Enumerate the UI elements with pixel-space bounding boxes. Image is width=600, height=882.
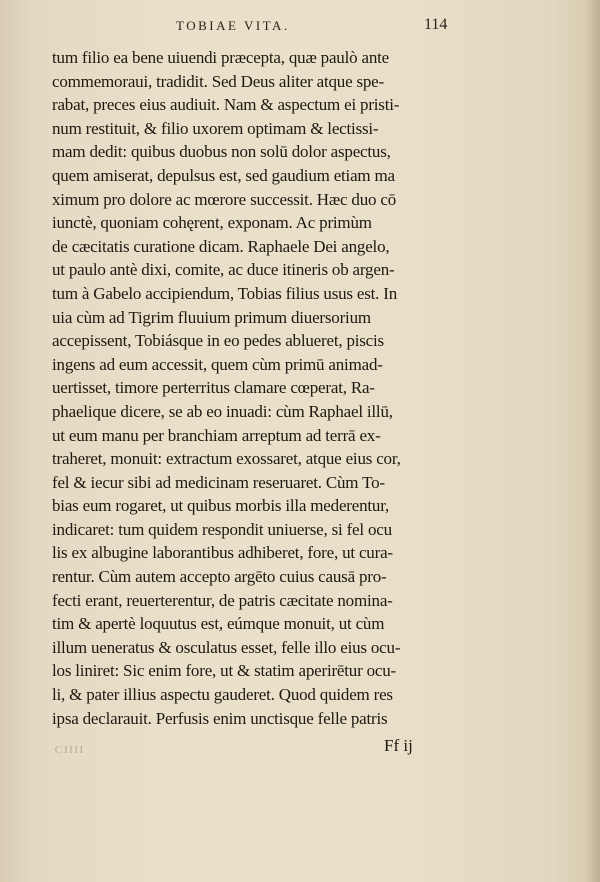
text-line: fel & iecur sibi ad medicinam reseruaret. Cùm To- <box>52 472 385 492</box>
text-line: ingens ad eum accessit, quem cùm primū animad- <box>52 354 383 374</box>
text-line: num restituit, & filio uxorem optimam & lectissi- <box>52 118 379 138</box>
body-text <box>52 46 460 730</box>
text-line: lis ex albugine laborantibus adhiberet, fore, ut cura- <box>52 543 393 563</box>
text-line: de cæcitatis curatione dicam. Raphaele Dei angelo, <box>52 236 390 256</box>
text-line: los liniret: Sic enim fore, ut & statim aperirētur ocu- <box>52 661 397 681</box>
text-line: ut paulo antè dixi, comite, ac duce itineris ob argen- <box>52 260 395 280</box>
text-line: rabat, preces eius audiuit. Nam & aspectum ei pristi- <box>52 95 400 115</box>
text-line: accepissent, Tobiásque in eo pedes ablueret, piscis <box>52 331 384 351</box>
text-line: ximum pro dolore ac mœrore successit. Hæc duo cō <box>52 189 397 209</box>
running-head <box>0 14 600 38</box>
text-line: iunctè, quoniam cohęrent, exponam. Ac primùm <box>52 213 372 233</box>
text-line: indicaret: tum quidem respondit uniuerse, si fel ocu <box>52 519 392 539</box>
text-line: rentur. Cùm autem accepto argēto cuius causā pro- <box>52 567 387 587</box>
text-line: fecti erant, reuerterentur, de patris cæcitate nomina- <box>52 590 393 610</box>
text-line: ipsa declarauit. Perfusis enim unctisque felle patris <box>52 708 388 728</box>
signature-mark: Ff ij <box>384 736 413 755</box>
text-line: quem amiserat, depulsus est, sed gaudium etiam ma <box>52 165 395 185</box>
text-line: bias eum rogaret, ut quibus morbis illa mederentur, <box>52 496 390 516</box>
page-number: 114 <box>424 16 448 33</box>
text-line: uertisset, timore perterritus clamare cœperat, Ra- <box>52 378 375 398</box>
text-line: tim & apertè loquutus est, eúmque monuit, ut cùm <box>52 614 385 634</box>
text-line: illum ueneratus & osculatus esset, felle illo eius ocu- <box>52 637 401 657</box>
text-line: li, & pater illius aspectu gauderet. Quod quidem res <box>52 685 393 705</box>
text-line: tum filio ea bene uiuendi præcepta, quæ paulò ante <box>52 48 389 67</box>
text-line: traheret, monuit: extractum exossaret, atque eius cor, <box>52 449 401 469</box>
show-through-mark: CIIII <box>54 744 85 756</box>
text-line: mam dedit: quibus duobus non solū dolor aspectus, <box>52 142 391 162</box>
text-line: commemoraui, tradidit. Sed Deus aliter atque spe- <box>52 71 384 91</box>
running-title: TOBIAE VITA. <box>176 18 290 33</box>
text-line: ut eum manu per branchiam arreptum ad terrā ex- <box>52 425 381 445</box>
text-line: phaelique dicere, se ab eo inuadi: cùm Raphael illū, <box>52 401 393 421</box>
text-line: uia cùm ad Tigrim fluuium primum diuersorium <box>52 307 371 327</box>
text-line: tum à Gabelo accipiendum, Tobias filius usus est. In <box>52 283 398 303</box>
